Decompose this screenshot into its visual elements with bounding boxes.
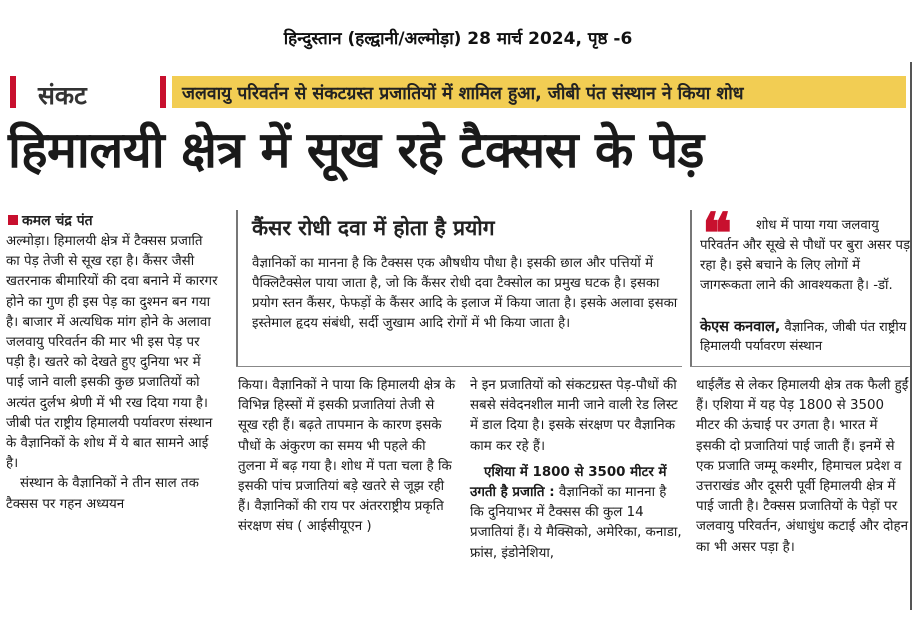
column-4-paragraph-1-text: थाईलैंड से लेकर हिमालयी क्षेत्र तक फैली हुईं हैं। एशिया में यह पेड़ 1800 से 3500 मीटर की ऊंचाई पर उगता है। भारत में इसकी दो प्रजातियां पाई जाती हैं। इनमें से एक प्रजाति जम्मू कश्मीर, हिमाचल प्रदेश व उत्तराखंड और दूसरी पूर्वी हिमालयी क्षेत्र में पाई जाती है। [696, 378, 909, 515]
column-3-paragraph-1: ने इन प्रजातियों को संकटग्रस्त पेड़-पौधों की सबसे संवेदनशील मानी जाने वाली रेड लिस्ट में डाल दिया है। इसके संरक्षण पर वैज्ञानिक काम कर रहे हैं। [470, 378, 678, 454]
news-clipping [4, 62, 912, 610]
quote-author-name: केएस कनवाल, [700, 319, 781, 335]
quote-text: शोध में पाया गया जलवायु परिवर्तन और सूखे से पौधों पर बुरा असर पड़ रहा है। इसे बचाने के लिए लोगों में जागरूकता लाने की आवश्यकता है। -डॉ. [700, 218, 911, 293]
clipping-right-border [910, 62, 912, 610]
kicker-red-marker-right [160, 76, 166, 108]
subhead-asia: एशिया में 1800 से 3500 मीटर में उगती है प्रजाति : [470, 464, 667, 501]
column-2-paragraph-1: किया। वैज्ञानिकों ने पाया कि हिमालयी क्षेत्र के विभिन्न हिस्सों में इसकी प्रजातियां तेजी से सूख रही हैं। बढ़ते तापमान के कारण इसके पौधों के अंकुरण का समय भी पहले की तुलना में बढ़ गया है। शोध में पता चला है कि इसकी पांच प्रजातियां बड़े खतरे से जूझ रही हैं। वैज्ञानिकों की राय पर अंतरराष्ट्रीय प्रकृति संरक्षण संघ ( आईसीयूएन ) [238, 378, 456, 535]
quote-author [700, 318, 912, 356]
info-box [236, 210, 682, 366]
kicker-red-marker-left [10, 76, 16, 108]
info-box-divider [236, 366, 682, 367]
headline: हिमालयी क्षेत्र में सूख रहे टैक्सस के पेड़ [8, 121, 704, 179]
article-column-1 [6, 232, 220, 515]
byline [8, 211, 93, 230]
byline-author: कमल चंद्र पंत [22, 213, 93, 229]
column-1-paragraph-1: अल्मोड़ा। हिमालयी क्षेत्र में टैक्सस प्रजाति का पेड़ तेजी से सूख रहा है। कैंसर जैसी खतरनाक बीमारियों की दवा बनाने में कारगर होने का गुण ही इस पेड़ का दुश्मन बन गया है। बाजार में अत्यधिक मांग होने के अलावा जलवायु परिवर्तन की मार भी इस पेड़ पर पड़ी है। खतरे को देखते हुए दुनिया भर में पाई जाने वाली इसकी कुछ प्रजातियों को अत्यंत दुर्लभ श्रेणी में भी रख दिया गया है। जीबी पंत राष्ट्रीय हिमालयी पर्यावरण संस्थान के वैज्ञानिकों के शोध में ये बात सामने आई है। [6, 234, 218, 472]
quote-mark-icon: ❝ [702, 201, 733, 267]
quote-box-divider [690, 366, 910, 367]
kicker-strip-text: जलवायु परिवर्तन से संकटग्रस्त प्रजातियों में शामिल हुआ, जीबी पंत संस्थान ने किया शोध [182, 84, 744, 104]
column-1-paragraph-2: संस्थान के वैज्ञानिकों ने तीन साल तक टैक्सस पर गहन अध्ययन [6, 476, 199, 512]
article-column-2 [238, 376, 456, 538]
info-box-title: कैंसर रोधी दवा में होता है प्रयोग [252, 216, 495, 240]
kicker-strip [172, 76, 906, 108]
article-column-3 [470, 376, 684, 564]
quote-box [690, 201, 911, 366]
column-3-paragraph-2-text: वैज्ञानिकों का मानना है कि दुनियाभर में टैक्सस की कुल 14 प्रजातियां हैं। ये मैक्सिको, अमेरिका, कनाडा, फ्रांस, इंडोनेशिया, [470, 485, 682, 561]
byline-square-icon [8, 215, 18, 225]
quote-author-title: वैज्ञानिक, जीबी पंत राष्ट्रीय हिमालयी पर्यावरण संस्थान [700, 320, 907, 354]
kicker-bar [10, 74, 906, 110]
kicker-label: संकट [38, 81, 87, 110]
article-column-4 [696, 376, 910, 558]
column-4-paragraph-2-text: टैक्सस प्रजातियों के पेड़ों पर जलवायु परिवर्तन, अंधाधुंध कटाई और दोहन का भी असर पड़ा है। [696, 499, 909, 555]
column-4-paragraph-1 [696, 376, 910, 558]
source-line: हिन्दुस्तान (हल्द्वानी/अल्मोड़ा) 28 मार्च 2024, पृष्ठ -6 [283, 29, 633, 49]
info-box-body: वैज्ञानिकों का मानना है कि टैक्सस एक औषधीय पौधा है। इसकी छाल और पत्तियों में पैक्लिटैक्सेल पाया जाता है, जो कि कैंसर रोधी दवा टैक्सोल का प्रमुख घटक है। इसका प्रयोग स्तन कैंसर, फेफड़ों के कैंसर आदि के इलाज में किया जाता है। इसके अलावा इसका इस्तेमाल हृदय संबंधी, सर्दी जुखाम आदि रोगों में भी किया जाता है। [252, 256, 678, 331]
column-3-paragraph-2 [470, 463, 684, 564]
